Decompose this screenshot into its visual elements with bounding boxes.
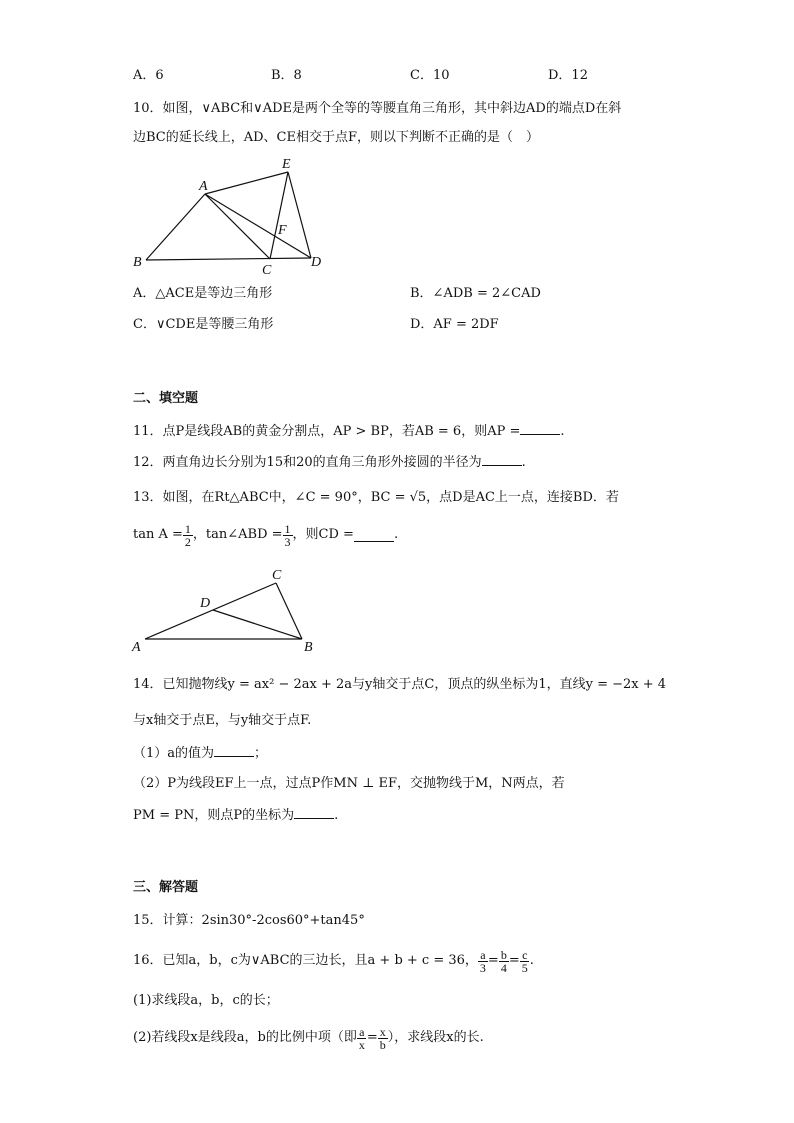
- q14-part1-blank: [214, 744, 254, 757]
- q16-fraction-c5: [520, 949, 530, 974]
- q10-seg-ae: [205, 172, 288, 194]
- q16-eq2: =: [508, 953, 520, 968]
- q15-text: 15．计算：2sin30°-2cos60°+tan45°: [133, 913, 365, 928]
- q10-label-a: A: [199, 179, 208, 194]
- q12-end: .: [521, 455, 526, 470]
- q16-pf2-num: x: [379, 1024, 386, 1039]
- q10-seg-ce: [270, 172, 288, 259]
- q16-line1-end: .: [529, 953, 534, 968]
- section-solve-heading: 三、解答题: [133, 880, 199, 895]
- q10-label-f: F: [278, 223, 287, 238]
- q14-part2-end: .: [334, 808, 339, 823]
- q12-answer-blank: [482, 453, 522, 466]
- q16-part2: [133, 1023, 484, 1053]
- q10-text-line1: 10．如图，∨ABC和∨ADE是两个全等的等腰直角三角形，其中斜边AD的端点D在斜: [133, 101, 622, 116]
- q16-fraction-xb: [378, 1026, 388, 1051]
- q14-part1-stem: （1）a的值为: [133, 746, 215, 761]
- q10-seg-ab: [146, 194, 205, 260]
- q13-answer-blank: [354, 529, 394, 542]
- q16-pf-den: x: [358, 1037, 365, 1052]
- q13-tan-a: tan A =: [133, 527, 183, 542]
- q13-frac-a-num: 1: [184, 521, 191, 536]
- q9-option-d: D．12: [548, 68, 588, 83]
- q16-part2-end: ），求线段x的长.: [387, 1030, 484, 1045]
- q13-figure: [128, 565, 328, 660]
- q13-end: .: [393, 527, 399, 542]
- q11-text: [133, 422, 565, 441]
- q11-end: .: [560, 424, 565, 439]
- q13-seg-ac: [145, 583, 276, 639]
- q16-part2-eq: =: [366, 1030, 378, 1045]
- q10-seg-bd: [146, 258, 311, 260]
- q10-label-e: E: [282, 157, 291, 172]
- q9-option-b: B．8: [271, 68, 302, 83]
- q13-label-d: D: [200, 596, 211, 611]
- q14-text-line1: 14．已知抛物线y = ax² − 2ax + 2a与y轴交于点C，顶点的纵坐标为1，直线y = −2x + 4: [133, 677, 667, 692]
- q11-stem: 11．点P是线段AB的黄金分割点，AP > BP，若AB = 6，则AP =: [133, 424, 521, 439]
- q13-text-line1: 13．如图，在Rt△ABC中，∠C = 90°，BC = √5，点D是AC上一点，连接BD．若: [133, 490, 619, 505]
- q14-part2-line1: （2）P为线段EF上一点，过点P作MN ⊥ EF，交抛物线于M，N两点，若: [133, 776, 565, 791]
- q14-part1: [133, 744, 267, 763]
- q13-seg-db: [213, 610, 302, 639]
- q13-label-b: B: [304, 640, 313, 655]
- q13-frac-b-num: 1: [284, 521, 291, 536]
- q13-seg-cb: [276, 583, 302, 639]
- q10-label-d: D: [311, 255, 322, 270]
- q10-label-b: B: [133, 255, 142, 270]
- q16-f2-num: b: [500, 947, 507, 962]
- q14-part2-line2: [133, 806, 338, 825]
- q10-text-line2: 边BC的延长线上，AD、CE相交于点F，则以下判断不正确的是（ ）: [133, 130, 540, 145]
- q16-fraction-b4: [499, 949, 509, 974]
- q10-seg-ac: [205, 194, 270, 259]
- q14-part2-blank: [294, 806, 334, 819]
- q16-f3-num: c: [522, 947, 528, 962]
- q13-text-line2: [133, 520, 398, 550]
- q10-option-c: C．∨CDE是等腰三角形: [133, 317, 274, 332]
- q13-fraction-one-third: [283, 523, 293, 548]
- q10-seg-ed: [288, 172, 311, 258]
- q13-label-c: C: [272, 568, 282, 583]
- q10-option-a: A．△ACE是等边三角形: [133, 286, 273, 301]
- q16-part2-stem: (2)若线段x是线段a，b的比例中项（即: [133, 1030, 357, 1045]
- q13-frac-a-den: 2: [184, 534, 191, 549]
- q9-option-a: A．6: [133, 68, 164, 83]
- q13-fraction-one-half: [183, 523, 193, 548]
- q16-f2-den: 4: [500, 960, 507, 975]
- q16-f1-den: 3: [479, 960, 486, 975]
- q12-text: [133, 453, 526, 472]
- q16-eq1: =: [487, 953, 499, 968]
- q10-label-c: C: [262, 263, 272, 278]
- q13-label-a: A: [132, 640, 141, 655]
- q16-pf2-den: b: [379, 1037, 386, 1052]
- q16-f3-den: 5: [521, 960, 528, 975]
- q12-stem: 12．两直角边长分别为15和20的直角三角形外接圆的半径为: [133, 455, 482, 470]
- q11-answer-blank: [520, 422, 560, 435]
- q13-tan-abd: ，tan∠ABD =: [192, 527, 283, 542]
- q14-part2-stem: PM = PN，则点P的坐标为: [133, 808, 295, 823]
- q10-figure: [130, 150, 330, 280]
- q16-f1-num: a: [480, 947, 486, 962]
- q16-part1: (1)求线段a，b，c的长；: [133, 993, 279, 1008]
- section-fill-in-heading: 二、填空题: [133, 391, 199, 406]
- q10-option-b: B．∠ADB = 2∠CAD: [410, 286, 541, 301]
- q13-ask: ，则CD =: [292, 527, 354, 542]
- q16-text-line1: [133, 946, 534, 976]
- q16-stem: 16．已知a，b，c为∨ABC的三边长，且a + b + c = 36，: [133, 953, 478, 968]
- q16-fraction-a3: [478, 949, 488, 974]
- q16-pf-num: a: [359, 1024, 365, 1039]
- q13-frac-b-den: 3: [284, 534, 291, 549]
- q9-option-c: C．10: [410, 68, 450, 83]
- q14-text-line2: 与x轴交于点E，与y轴交于点F.: [133, 713, 312, 728]
- q14-part1-end: ；: [254, 746, 268, 761]
- q16-fraction-ax: [357, 1026, 367, 1051]
- q10-seg-ad: [205, 194, 311, 258]
- q10-option-d: D．AF = 2DF: [410, 317, 499, 332]
